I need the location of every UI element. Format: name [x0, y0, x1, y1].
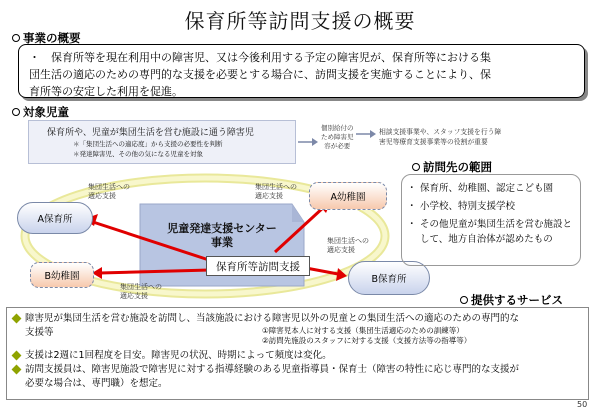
center-label	[140, 222, 304, 250]
visit-item-1: ・ 保育所、幼稚園、認定こども園	[410, 181, 574, 196]
service-subitem-2: ②訪問先施設のスタッフに対する支援（支援方法等の指導等）	[262, 336, 472, 345]
target-main: 保育所や、児童が集団生活を営む施設に通う障害児	[47, 128, 254, 138]
overview-line-3: 育所等の安定した利用を促進。	[29, 85, 183, 98]
adapt-label-2-line-2: 適応支援	[255, 192, 283, 200]
center-label-line-1: 児童発達支援センター	[167, 222, 277, 235]
service-item-1-text: 障害児が集団生活を営む施設を訪問し、当該施設における障害児以外の児童との集団生活への適応のための専門的な	[25, 313, 520, 324]
service-item-1-cont	[13, 326, 582, 348]
node-a-nursery: A保育所	[17, 202, 93, 234]
overview-line-1: ・ 保育所等を現在利用中の障害児、又は今後利用する予定の障害児が、保育所等における集	[29, 51, 491, 64]
service-item-3-cont	[13, 377, 582, 390]
overview-heading-text: 事業の概要	[23, 31, 81, 45]
adapt-label-3	[327, 237, 369, 255]
decision-line-3: 容が必要	[324, 142, 351, 150]
target-sub-2: ＊発達障害児、その他の気になる児童を対象	[73, 150, 203, 158]
visit-heading	[412, 159, 492, 175]
target-heading-text: 対象児童	[23, 105, 69, 119]
service-item-1-text-b: 支援等	[25, 327, 54, 338]
support-note-line-1: 相談支援事業や、スタッフ支援を行う障	[379, 128, 502, 136]
services-box	[6, 307, 589, 400]
visit-item-2: ・ 小学校、特別支援学校	[410, 199, 574, 214]
circle-bullet-icon	[412, 163, 420, 171]
adapt-label-2	[255, 183, 297, 201]
node-a-kindergarten: A幼稚園	[309, 182, 387, 210]
circle-bullet-icon	[460, 296, 468, 304]
visit-list	[401, 174, 581, 266]
adapt-label-1-line-2: 適応支援	[88, 192, 116, 200]
adapt-label-2-line-1: 集団生活への	[255, 183, 297, 191]
services-heading-text: 提供するサービス	[471, 293, 563, 307]
page-title: 保育所等訪問支援の概要	[184, 9, 416, 33]
diamond-bullet-icon	[12, 314, 22, 324]
adapt-label-4	[120, 283, 162, 301]
adapt-label-1	[88, 183, 130, 201]
services-heading	[460, 292, 563, 308]
page-number: 50	[577, 400, 588, 409]
node-b-nursery: B保育所	[348, 261, 430, 295]
decision-line-2: ため障害児	[321, 133, 354, 141]
adapt-label-3-line-2: 適応支援	[327, 246, 355, 254]
service-item-3	[13, 363, 582, 376]
adapt-label-4-line-2: 適応支援	[120, 292, 148, 300]
center-label-line-2: 事業	[211, 236, 233, 249]
service-subitem-1: ①障害児本人に対する支援（集団生活適応のための訓練等）	[262, 326, 464, 335]
service-item-2	[13, 349, 582, 362]
service-item-2-text: 支援は2週に1回程度を目安。障害児の状況、時期によって頻度は変化。	[25, 350, 332, 361]
node-b-kindergarten: B幼稚園	[30, 262, 94, 288]
adapt-label-4-line-1: 集団生活への	[120, 283, 162, 291]
diamond-bullet-icon	[12, 365, 22, 375]
support-note-line-2: 害児等療育支援事業等の役割が重要	[379, 138, 488, 146]
visit-heading-text: 訪問先の範囲	[423, 160, 492, 174]
overview-line-2: 団生活の適応のための専門的な支援を必要とする場合に、訪問支援を実施することにより、保	[29, 68, 491, 81]
decision-line-1: 個別給付の	[321, 124, 354, 132]
adapt-label-3-line-1: 集団生活への	[327, 237, 369, 245]
service-item-1	[13, 312, 582, 325]
service-item-3-text: 訪問支援員は、障害児施設で障害児に対する指導経験のある児童指導員・保育士（障害の特性に応じ専門的な支援が	[25, 364, 520, 375]
service-label-box: 保育所等訪問支援	[206, 256, 310, 276]
adapt-label-1-line-1: 集団生活への	[88, 183, 130, 191]
diamond-bullet-icon	[12, 351, 22, 361]
service-subitems	[262, 326, 471, 346]
target-sub-1: ＊「集団生活への適応度」から支援の必要性を判断	[73, 140, 223, 148]
service-item-3-text-b: 必要な場合は、専門職）を想定。	[25, 378, 168, 389]
visit-item-3: ・ その他児童が集団生活を営む施設として、地方自治体が認めたもの	[410, 217, 574, 247]
